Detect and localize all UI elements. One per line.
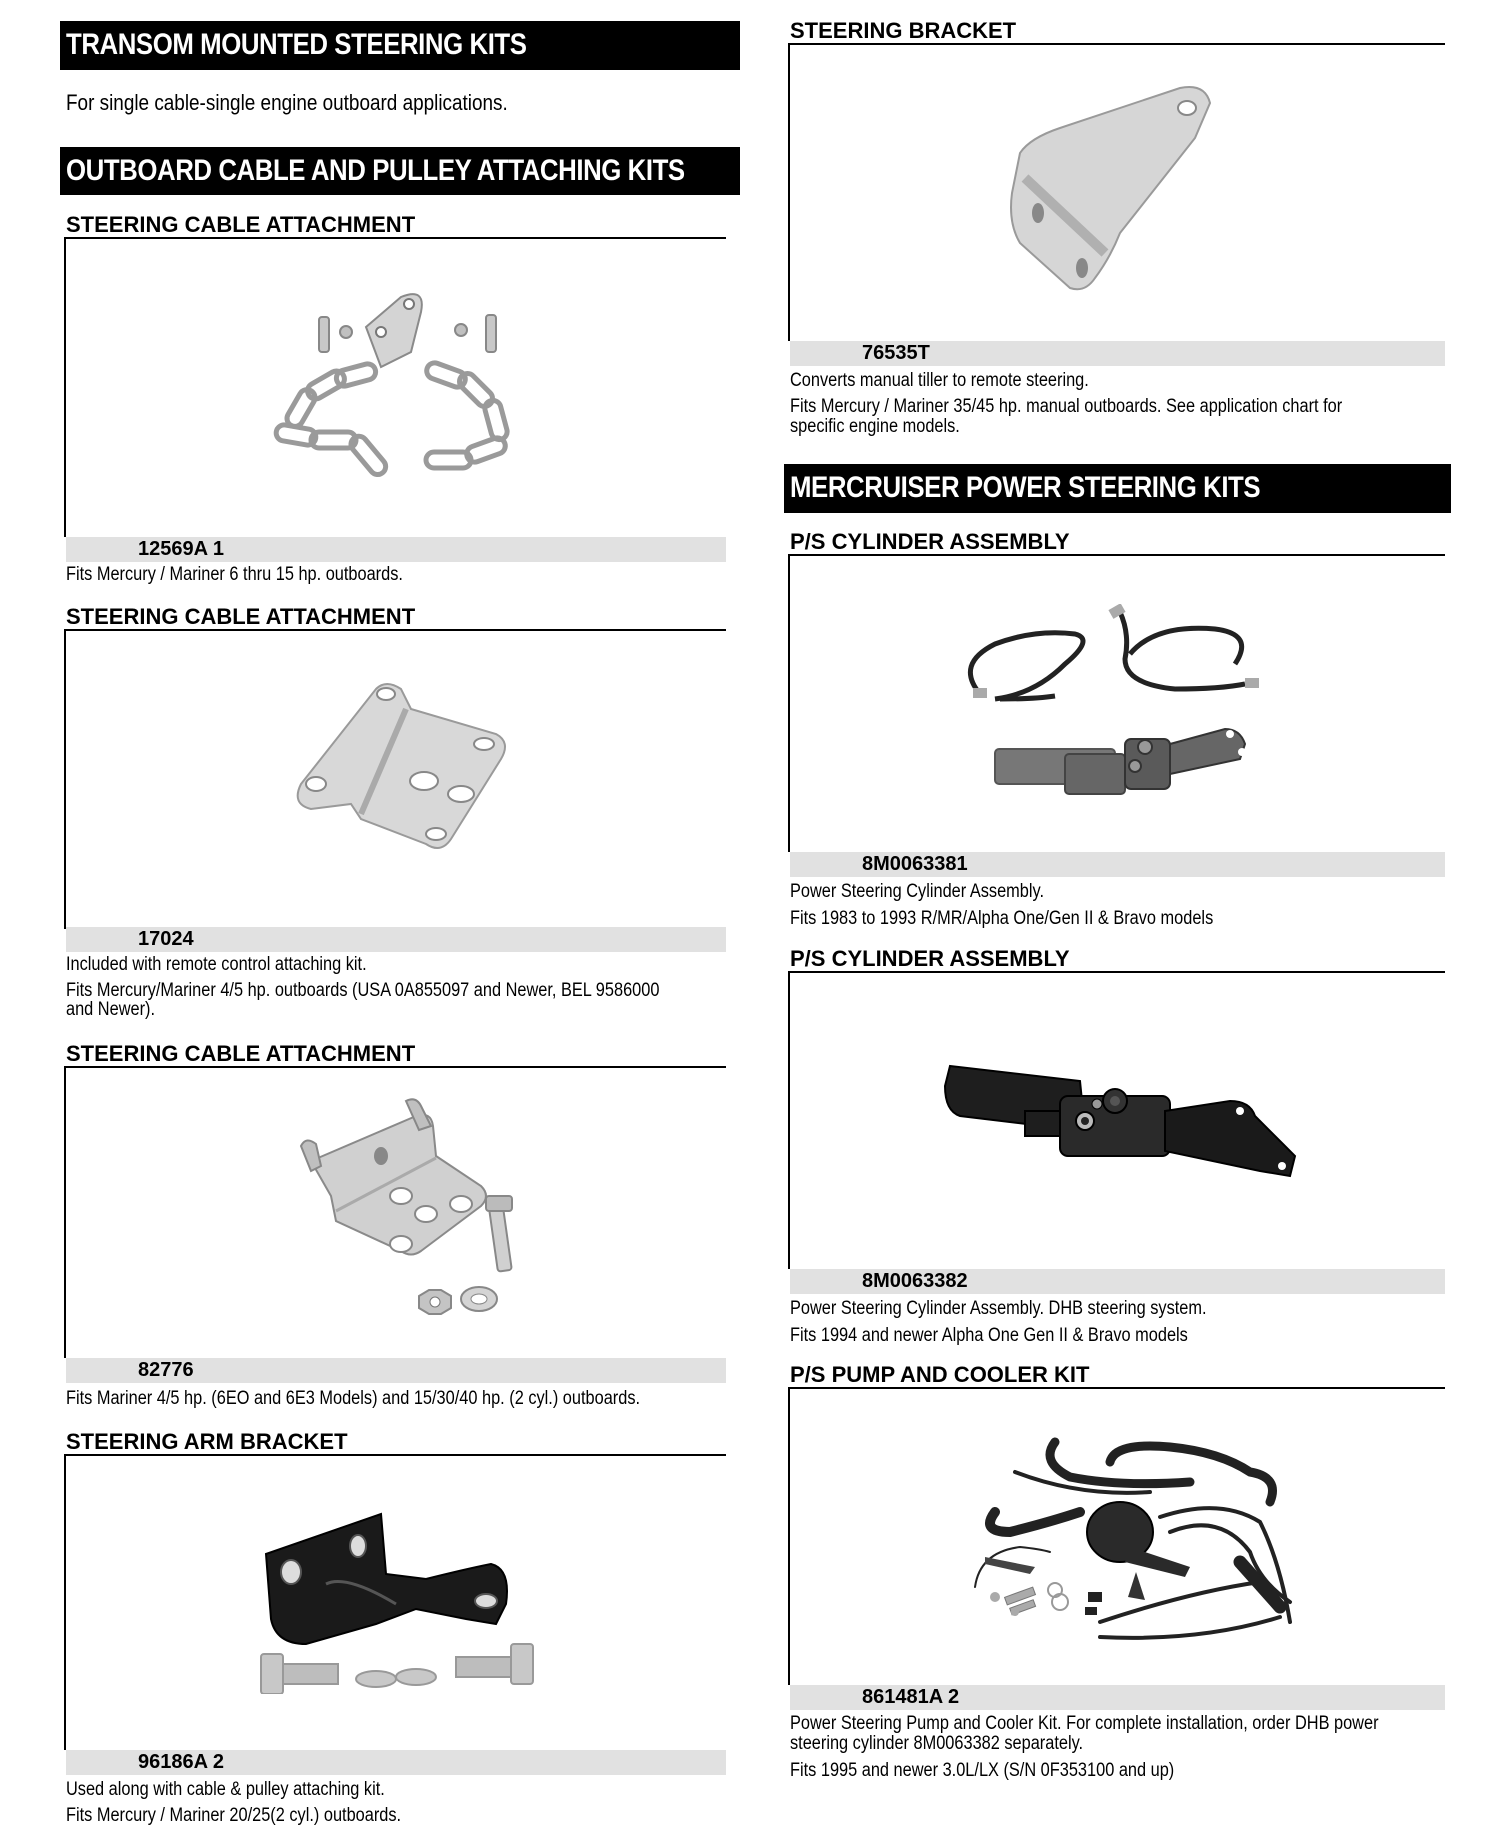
section-banner-mercruiser: MERCRUISER POWER STEERING KITS [784,464,1451,513]
section-banner-transom: TRANSOM MOUNTED STEERING KITS [60,21,740,70]
product-image [64,629,726,929]
product-description: and Newer). [66,999,156,1020]
black-cylinder-photo [940,1056,1300,1196]
product-description: Fits Mercury / Mariner 6 thru 15 hp. outboards. [66,564,403,585]
product-image [64,237,726,537]
product-description: Used along with cable & pulley attaching kit. [66,1779,385,1800]
product-description: Fits 1995 and newer 3.0L/LX (S/N 0F353100 and up) [790,1760,1175,1781]
product-description: Power Steering Cylinder Assembly. [790,881,1044,902]
product-title: STEERING CABLE ATTACHMENT [66,604,416,629]
part-number: 861481A 2 [862,1686,960,1708]
angle-bracket-with-bolt-photo [271,1086,531,1316]
black-arm-bracket-photo [246,1494,546,1694]
product-title: STEERING CABLE ATTACHMENT [66,212,416,237]
triangular-bracket-photo [1000,83,1240,313]
product-title: STEERING CABLE ATTACHMENT [66,1041,416,1066]
part-number: 76535T [862,342,930,364]
product-image [788,554,1445,852]
product-description: Fits Mercury/Mariner 4/5 hp. outboards (USA 0A855097 and Newer, BEL 9586000 [66,980,660,1001]
intro-text: For single cable-single engine outboard applications. [66,90,508,115]
product-title: STEERING BRACKET [790,18,1017,43]
product-description: Power Steering Pump and Cooler Kit. For complete installation, order DHB power [790,1713,1379,1734]
flat-bent-plate-photo [266,664,526,864]
product-description: Fits 1994 and newer Alpha One Gen II & Bravo models [790,1325,1188,1346]
product-image [64,1454,726,1750]
product-image [64,1066,726,1358]
pump-cooler-kit-photo [960,1422,1320,1662]
product-description: Converts manual tiller to remote steering. [790,370,1089,391]
part-number: 82776 [138,1359,194,1381]
part-number: 8M0063381 [862,853,968,875]
product-title: P/S CYLINDER ASSEMBLY [790,529,1070,554]
part-number: 12569A 1 [138,538,224,560]
product-image [788,1387,1445,1685]
product-description: Fits Mariner 4/5 hp. (6EO and 6E3 Models) and 15/30/40 hp. (2 cyl.) outboards. [66,1388,641,1409]
product-image [788,43,1445,341]
product-title: P/S CYLINDER ASSEMBLY [790,946,1070,971]
section-banner-outboard: OUTBOARD CABLE AND PULLEY ATTACHING KITS [60,147,740,195]
chain-and-bracket-kit-photo [251,282,551,482]
product-description: steering cylinder 8M0063382 separately. [790,1733,1084,1754]
part-number: 8M0063382 [862,1270,968,1292]
product-description: Fits Mercury / Mariner 35/45 hp. manual outboards. See application chart for [790,396,1343,417]
product-description: Included with remote control attaching kit. [66,954,367,975]
product-image [788,971,1445,1269]
product-title: STEERING ARM BRACKET [66,1429,348,1454]
part-number: 96186A 2 [138,1751,224,1773]
product-description: Power Steering Cylinder Assembly. DHB steering system. [790,1298,1207,1319]
cylinder-with-hoses-photo [955,604,1295,804]
product-description: Fits 1983 to 1993 R/MR/Alpha One/Gen II & Bravo models [790,908,1214,929]
product-description: Fits Mercury / Mariner 20/25(2 cyl.) outboards. [66,1805,402,1826]
product-description: specific engine models. [790,416,960,437]
product-title: P/S PUMP AND COOLER KIT [790,1362,1090,1387]
part-number: 17024 [138,928,194,950]
